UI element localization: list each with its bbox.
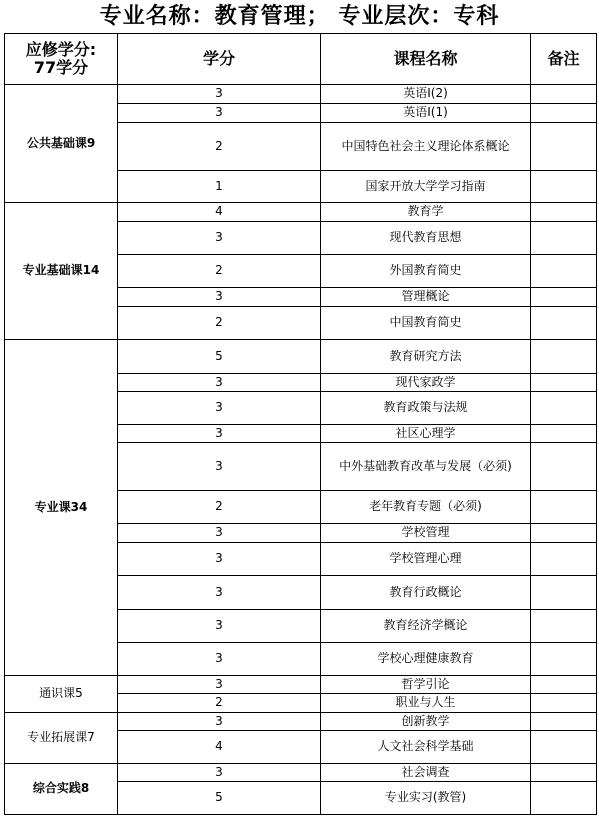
course-name-header: 课程名称 xyxy=(321,34,531,85)
credit-cell: 5 xyxy=(118,782,321,815)
course-name-cell: 国家开放大学学习指南 xyxy=(321,171,531,203)
required-credits-header xyxy=(5,34,118,85)
remark-cell xyxy=(531,694,597,713)
course-name-cell: 管理概论 xyxy=(321,288,531,307)
remark-cell xyxy=(531,288,597,307)
table-body xyxy=(5,85,597,815)
remark-cell xyxy=(531,443,597,491)
remark-cell xyxy=(531,731,597,764)
credit-cell: 3 xyxy=(118,576,321,610)
remark-cell xyxy=(531,610,597,643)
category-cell: 专业基础课14 xyxy=(5,203,118,340)
course-name-cell: 学校心理健康教育 xyxy=(321,643,531,676)
remark-cell xyxy=(531,85,597,104)
credit-cell: 2 xyxy=(118,255,321,288)
course-name-cell: 教育行政概论 xyxy=(321,576,531,610)
credit-cell: 4 xyxy=(118,203,321,222)
credit-cell: 3 xyxy=(118,524,321,543)
course-name-cell: 教育研究方法 xyxy=(321,340,531,374)
course-name-cell: 中国教育简史 xyxy=(321,307,531,340)
course-name-cell: 哲学引论 xyxy=(321,676,531,694)
page-title: 专业名称：教育管理； 专业层次：专科 xyxy=(99,4,500,29)
credit-cell: 3 xyxy=(118,392,321,425)
course-name-cell: 教育学 xyxy=(321,203,531,222)
remark-cell xyxy=(531,203,597,222)
category-cell: 专业课34 xyxy=(5,340,118,676)
remark-cell xyxy=(531,524,597,543)
remark-cell xyxy=(531,764,597,782)
credit-header: 学分 xyxy=(118,34,321,85)
credit-cell: 3 xyxy=(118,543,321,576)
required-credits-value: 77学分 xyxy=(33,58,89,77)
course-name-cell: 教育经济学概论 xyxy=(321,610,531,643)
course-name-cell: 教育政策与法规 xyxy=(321,392,531,425)
course-name-cell: 老年教育专题（必须) xyxy=(321,491,531,524)
table-row xyxy=(5,340,597,374)
course-name-cell: 现代家政学 xyxy=(321,374,531,392)
course-name-cell: 专业实习(教管) xyxy=(321,782,531,815)
remark-cell xyxy=(531,255,597,288)
credit-cell: 2 xyxy=(118,491,321,524)
remark-header: 备注 xyxy=(531,34,597,85)
remark-cell xyxy=(531,340,597,374)
remark-cell xyxy=(531,374,597,392)
credit-cell: 3 xyxy=(118,676,321,694)
remark-cell xyxy=(531,171,597,203)
category-cell: 专业拓展课7 xyxy=(5,713,118,764)
table-row xyxy=(5,676,597,694)
credit-cell: 4 xyxy=(118,731,321,764)
credit-cell: 3 xyxy=(118,104,321,123)
credit-cell: 3 xyxy=(118,222,321,255)
course-name-cell: 英语Ⅰ(2) xyxy=(321,85,531,104)
course-name-cell: 社区心理学 xyxy=(321,425,531,443)
credit-cell: 5 xyxy=(118,340,321,374)
course-name-cell: 社会调查 xyxy=(321,764,531,782)
credit-cell: 2 xyxy=(118,694,321,713)
remark-cell xyxy=(531,543,597,576)
remark-cell xyxy=(531,713,597,731)
credit-cell: 3 xyxy=(118,610,321,643)
course-name-cell: 学校管理 xyxy=(321,524,531,543)
credit-cell: 3 xyxy=(118,643,321,676)
category-cell: 通识课5 xyxy=(5,676,118,713)
credit-cell: 3 xyxy=(118,443,321,491)
remark-cell xyxy=(531,782,597,815)
credit-cell: 3 xyxy=(118,374,321,392)
course-name-cell: 创新教学 xyxy=(321,713,531,731)
remark-cell xyxy=(531,676,597,694)
remark-cell xyxy=(531,643,597,676)
category-cell: 公共基础课9 xyxy=(5,85,118,203)
curriculum-table xyxy=(4,33,597,815)
course-name-cell: 英语Ⅰ(1) xyxy=(321,104,531,123)
table-row xyxy=(5,85,597,104)
required-credits-label: 应修学分: xyxy=(25,40,97,60)
table-row xyxy=(5,713,597,731)
remark-cell xyxy=(531,425,597,443)
table-row xyxy=(5,203,597,222)
credit-cell: 3 xyxy=(118,425,321,443)
remark-cell xyxy=(531,104,597,123)
remark-cell xyxy=(531,491,597,524)
credit-cell: 3 xyxy=(118,85,321,104)
credit-cell: 2 xyxy=(118,307,321,340)
course-name-cell: 中国特色社会主义理论体系概论 xyxy=(321,123,531,171)
credit-cell: 3 xyxy=(118,713,321,731)
course-name-cell: 人文社会科学基础 xyxy=(321,731,531,764)
course-name-cell: 现代教育思想 xyxy=(321,222,531,255)
category-cell: 综合实践8 xyxy=(5,764,118,815)
table-header-row xyxy=(5,34,597,85)
credit-cell: 2 xyxy=(118,123,321,171)
course-name-cell: 中外基础教育改革与发展（必须) xyxy=(321,443,531,491)
course-name-cell: 外国教育简史 xyxy=(321,255,531,288)
remark-cell xyxy=(531,392,597,425)
credit-cell: 3 xyxy=(118,764,321,782)
credit-cell: 3 xyxy=(118,288,321,307)
table-row xyxy=(5,764,597,782)
remark-cell xyxy=(531,576,597,610)
remark-cell xyxy=(531,123,597,171)
credit-cell: 1 xyxy=(118,171,321,203)
remark-cell xyxy=(531,222,597,255)
course-name-cell: 职业与人生 xyxy=(321,694,531,713)
remark-cell xyxy=(531,307,597,340)
course-name-cell: 学校管理心理 xyxy=(321,543,531,576)
